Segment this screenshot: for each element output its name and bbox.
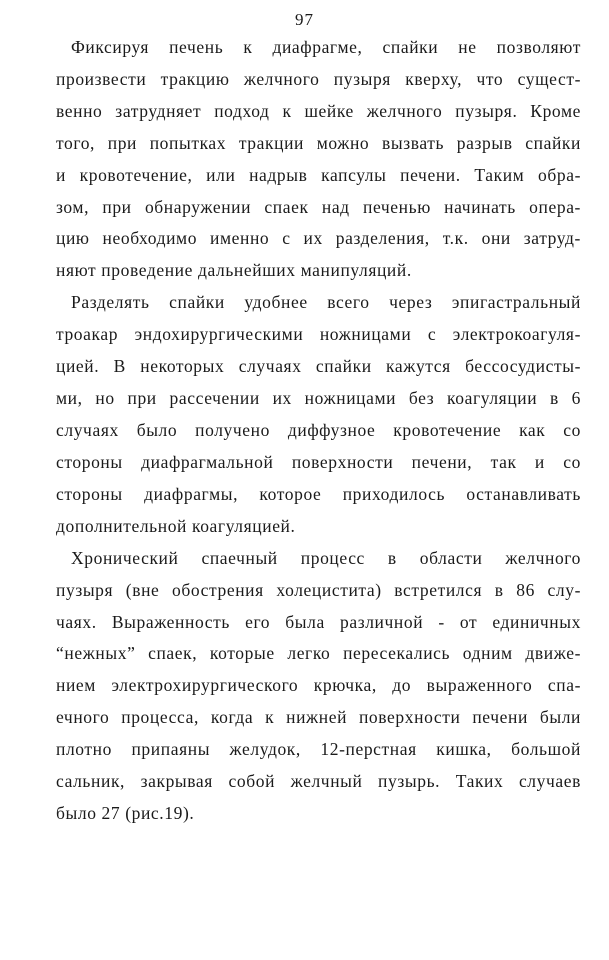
text-line: Хронический спаечный процесс в области желчного — [71, 548, 581, 568]
text-line: няют проведение дальнейших манипуляций. — [56, 260, 412, 280]
text-line: ми, но при рассечении их ножницами без коагуляции в 6 — [56, 388, 581, 408]
text-line: стороны диафрагмальной поверхности печени, так и со — [56, 452, 581, 472]
text-line: пузыря (вне обострения холецистита) встретился в 86 слу- — [56, 580, 581, 600]
page-number: 97 — [295, 10, 314, 29]
text-line: Разделять спайки удобнее всего через эпигастральный — [71, 292, 581, 312]
text-line: троакар эндохирургическими ножницами с электрокоагуля- — [56, 324, 581, 344]
text-line: ечного процесса, когда к нижней поверхности печени были — [56, 707, 581, 727]
text-line: зом, при обнаружении спаек над печенью начинать опера- — [56, 197, 581, 217]
text-line: нием электрохирургического крючка, до выраженного спа- — [56, 675, 581, 695]
text-line: и кровотечение, или надрыв капсулы печени. Таким обра- — [56, 165, 581, 185]
text-line: было 27 (рис.19). — [56, 803, 195, 823]
text-line: того, при попытках тракции можно вызвать разрыв спайки — [56, 133, 581, 153]
text-line: цию необходимо именно с их разделения, т.к. они затруд- — [56, 228, 581, 248]
text-line: цией. В некоторых случаях спайки кажутся бессосудисты- — [56, 356, 581, 376]
text-line: стороны диафрагмы, которое приходилось останавливать — [56, 484, 581, 504]
text-line: венно затрудняет подход к шейке желчного пузыря. Кроме — [56, 101, 581, 121]
text-line: произвести тракцию желчного пузыря кверху, что сущест- — [56, 69, 581, 89]
text-line: плотно припаяны желудок, 12-перстная кишка, большой — [56, 739, 581, 759]
text-line: сальник, закрывая собой желчный пузырь. Таких случаев — [56, 771, 581, 791]
text-line: чаях. Выраженность его была различной - от единичных — [56, 612, 581, 632]
text-line: дополнительной коагуляцией. — [56, 516, 296, 536]
text-line: случаях было получено диффузное кровотечение как со — [56, 420, 581, 440]
text-line: “нежных” спаек, которые легко пересекались одним движе- — [56, 643, 581, 663]
text-line: Фиксируя печень к диафрагме, спайки не позволяют — [71, 37, 581, 57]
